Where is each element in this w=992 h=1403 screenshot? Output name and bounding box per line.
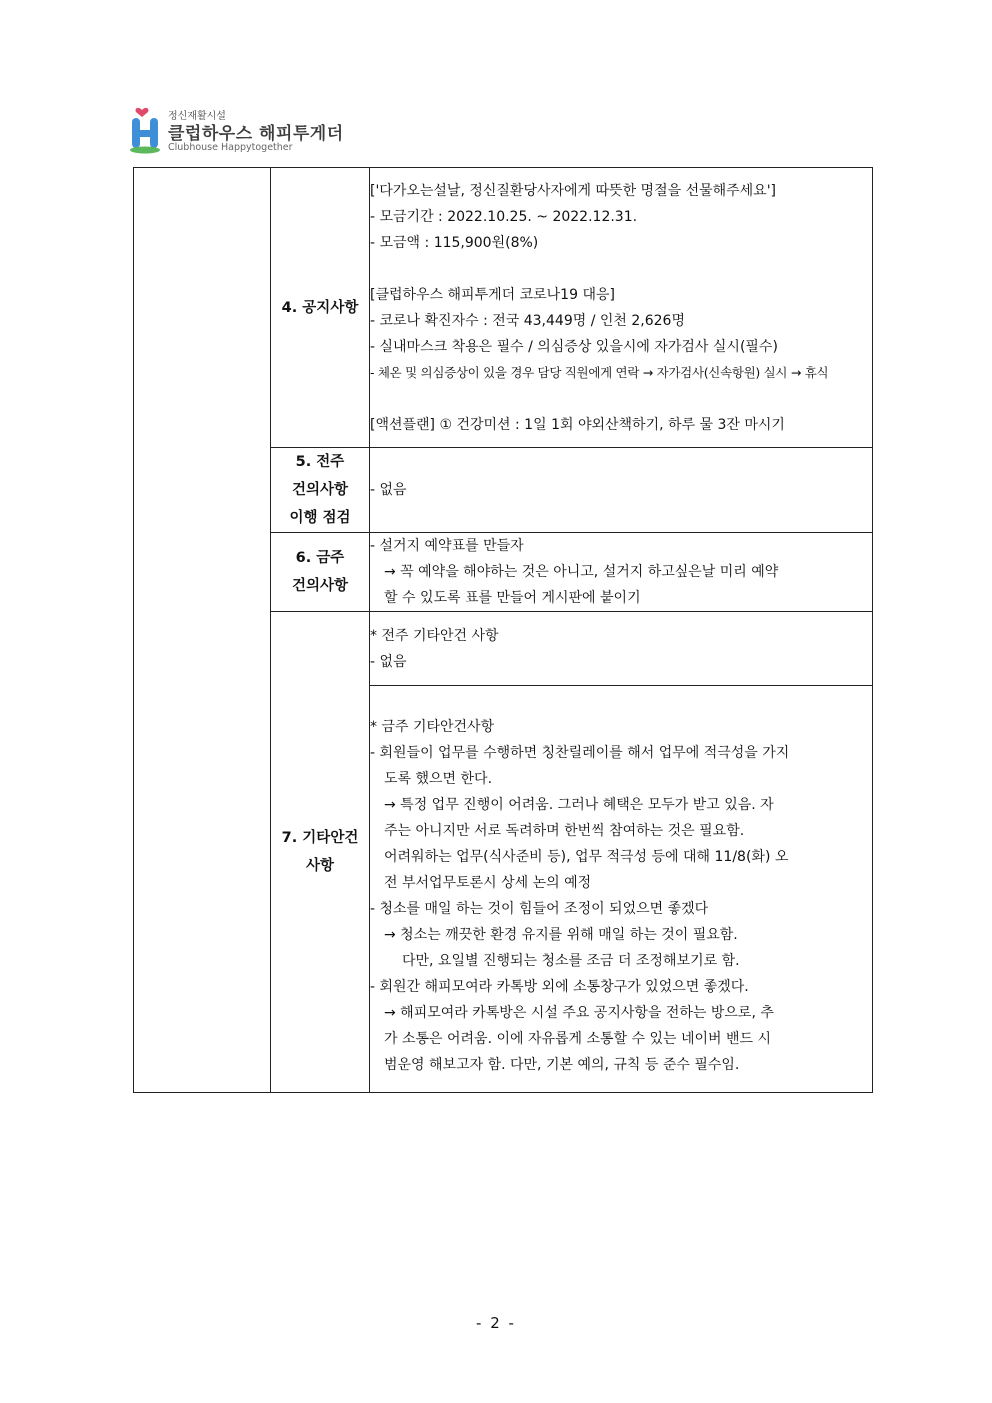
heading-text: 5. 전주: [295, 454, 345, 470]
org-logo: [128, 104, 368, 156]
heading-text: 이행 점검: [289, 510, 351, 526]
heading-text: 사항: [305, 858, 334, 874]
section-body-prev-suggestions: [370, 448, 873, 533]
text-line: → 청소는 깨끗한 환경 유지를 위해 매일 하는 것이 필요함.: [384, 927, 738, 943]
section-heading-other-items: [271, 612, 370, 1093]
heading-text: 7. 기타안건: [281, 830, 359, 846]
text-line: ['다가오는설날, 정신질환당사자에게 따뜻한 명절을 선물해주세요']: [370, 182, 777, 199]
heading-text: 4. 공지사항: [281, 299, 359, 316]
text-line: - 없음: [370, 653, 407, 670]
text-line: → 꼭 예약을 해야하는 것은 아니고, 설거지 하고싶은날 미리 예약: [384, 564, 779, 580]
left-empty-cell: [134, 168, 271, 1093]
text-line: 전 부서업무토론시 상세 논의 예정: [384, 875, 592, 891]
section-heading-notices: [271, 168, 370, 448]
clubhouse-logo-icon: [128, 104, 164, 154]
heading-text: 건의사항: [291, 578, 349, 594]
text-line: → 특정 업무 진행이 어려움. 그러나 혜택은 모두가 받고 있음. 자: [384, 797, 774, 813]
heading-text: 건의사항: [291, 482, 349, 498]
text-line: 도록 했으면 한다.: [384, 771, 493, 787]
text-line: - 설거지 예약표를 만들자: [370, 538, 524, 554]
section-heading-prev-suggestions: [271, 448, 370, 533]
text-line: - 회원들이 업무를 수행하면 칭찬릴레이를 해서 업무에 적극성을 가지: [370, 745, 790, 761]
text-line: 가 소통은 어려움. 이에 자유롭게 소통할 수 있는 네이버 밴드 시: [384, 1031, 772, 1047]
section-body-prev-other-items: [370, 612, 873, 686]
text-line: 어려워하는 업무(식사준비 등), 업무 적극성 등에 대해 11/8(화) 오: [384, 849, 789, 865]
section-body-notices: [370, 168, 873, 448]
text-line: 할 수 있도록 표를 만들어 게시판에 붙이기: [384, 590, 641, 606]
text-line: - 회원간 해피모여라 카톡방 외에 소통창구가 있었으면 좋겠다.: [370, 979, 749, 995]
text-line: - 모금기간 : 2022.10.25. ~ 2022.12.31.: [370, 208, 638, 225]
blank-line: [370, 386, 872, 412]
text-line: - 청소를 매일 하는 것이 힘들어 조정이 되었으면 좋겠다: [370, 901, 709, 917]
blank-line: [370, 256, 872, 282]
heading-text: 6. 금주: [295, 550, 345, 566]
text-line: [클럽하우스 해피투게더 코로나19 대응]: [370, 286, 615, 303]
org-type: 정신재활시설: [168, 111, 226, 122]
text-line: - 실내마스크 착용은 필수 / 의심증상 있을시에 자가검사 실시(필수): [370, 338, 778, 355]
org-english-name: Clubhouse Happytogether: [168, 142, 293, 153]
section-body-curr-other-items: [370, 686, 873, 1093]
text-line: 범운영 해보고자 함. 다만, 기본 예의, 규칙 등 준수 필수임.: [384, 1057, 740, 1073]
text-line: 다만, 요일별 진행되는 청소를 조금 더 조정해보기로 함.: [402, 953, 740, 969]
section-heading-curr-suggestions: [271, 533, 370, 612]
meeting-minutes-table: [133, 167, 873, 1093]
text-line: - 없음: [370, 482, 407, 498]
text-line: * 전주 기타안건 사항: [370, 627, 499, 644]
text-line: 주는 아니지만 서로 독려하며 한번씩 참여하는 것은 필요함.: [384, 823, 745, 839]
page-number: - 2 -: [476, 1314, 516, 1332]
text-line: - 체온 및 의심증상이 있을 경우 담당 직원에게 연락 → 자가검사(신속항원) 실시 → 휴식: [370, 364, 829, 380]
text-line: → 해피모여라 카톡방은 시설 주요 공지사항을 전하는 방으로, 추: [384, 1005, 774, 1021]
table-row: [134, 168, 873, 448]
text-line: * 금주 기타안건사항: [370, 719, 495, 735]
text-line: - 코로나 확진자수 : 전국 43,449명 / 인천 2,626명: [370, 312, 685, 329]
section-body-curr-suggestions: [370, 533, 873, 612]
text-line: - 모금액 : 115,900원(8%): [370, 234, 539, 251]
org-name: 클럽하우스 해피투게더: [168, 124, 344, 144]
text-line: [액션플랜] ① 건강미션 : 1일 1회 야외산책하기, 하루 물 3잔 마시기: [370, 416, 785, 433]
